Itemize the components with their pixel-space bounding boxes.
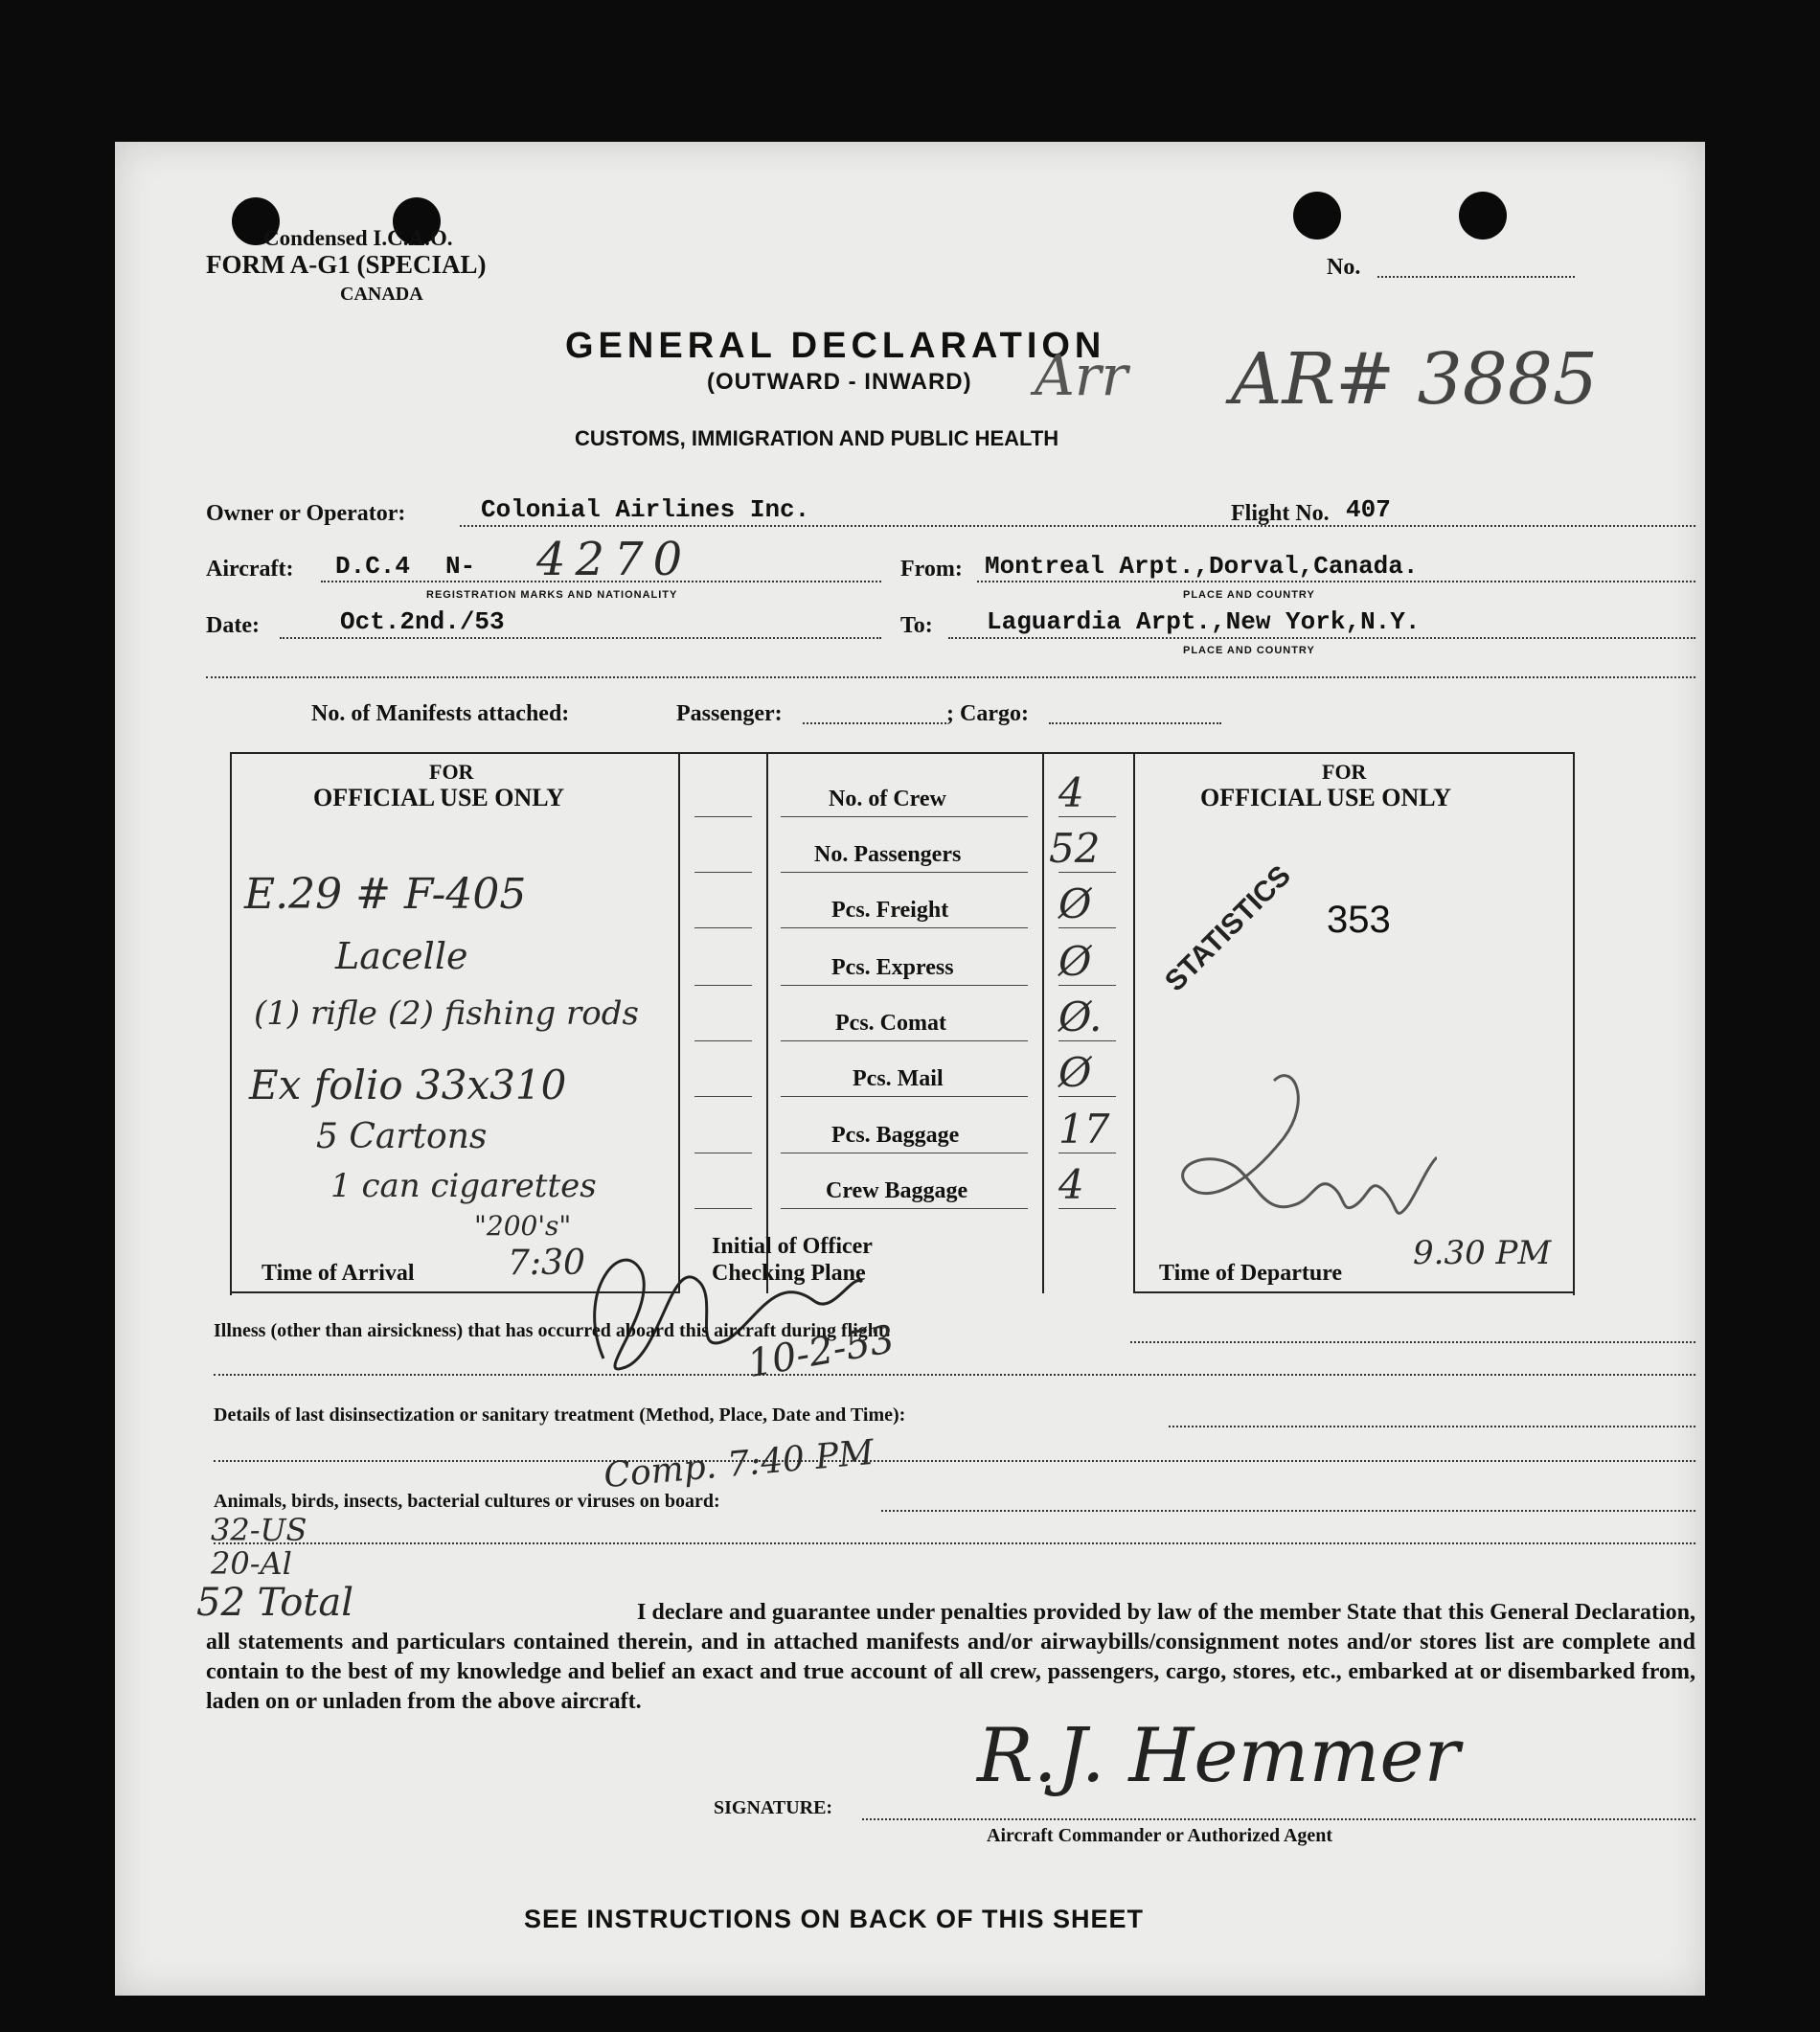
declaration-form: [115, 142, 1705, 1996]
details-line-2: [214, 1460, 1695, 1462]
manifests-label: No. of Manifests attached:: [311, 701, 570, 726]
flight-value: 407: [1346, 495, 1391, 524]
row-value: 4: [1058, 1161, 1084, 1208]
left-header1: FOR: [429, 760, 474, 784]
row-divider: [781, 816, 1028, 817]
table-divider-4: [1133, 752, 1135, 1293]
row-value: Ø: [1058, 1049, 1092, 1096]
aircraft-line: [321, 581, 881, 582]
form-line1: Condensed I.C.A.O.: [263, 226, 453, 250]
row-divider: [694, 872, 752, 873]
row-divider: [1058, 816, 1116, 817]
hand-tally1: 32-US: [211, 1512, 307, 1548]
hand-tally2: 20-Al: [211, 1545, 292, 1582]
row-divider: [781, 1096, 1028, 1097]
time-departure-value: 9.30 PM: [1413, 1234, 1552, 1272]
row-divider: [1058, 872, 1116, 873]
initial-label2: Checking Plane: [712, 1261, 866, 1286]
owner-value: Colonial Airlines Inc.: [481, 495, 810, 524]
signature-caption: Aircraft Commander or Authorized Agent: [987, 1825, 1333, 1846]
from-line: [977, 581, 1695, 582]
passenger-line: [803, 722, 946, 724]
row-divider: [781, 1040, 1028, 1041]
official-note: Ex folio 33x310: [249, 1062, 567, 1108]
row-divider: [781, 1208, 1028, 1209]
row-label: No. Passengers: [814, 842, 962, 867]
row-divider: [781, 927, 1028, 928]
row-divider: [694, 1096, 752, 1097]
animals-line: [881, 1510, 1695, 1512]
official-note: E.29 # F-405: [244, 870, 527, 919]
aircraft-label: Aircraft:: [206, 557, 294, 582]
official-note: 5 Cartons: [316, 1117, 488, 1156]
signature-hand: R.J. Hemmer: [977, 1713, 1460, 1799]
signature-line: [862, 1818, 1695, 1820]
row-divider: [694, 985, 752, 986]
no-label: No.: [1327, 255, 1361, 280]
departure-signature: [1149, 1062, 1437, 1263]
flight-line: [1341, 525, 1695, 527]
stamp-number: 353: [1327, 899, 1391, 941]
time-arrival-value: 7:30: [508, 1244, 585, 1283]
row-value: 17: [1058, 1106, 1110, 1153]
no-line: [1377, 276, 1575, 278]
illness-line-2: [214, 1374, 1695, 1376]
right-header2: OFFICIAL USE ONLY: [1200, 784, 1451, 811]
official-note: "200's": [474, 1210, 572, 1242]
hand-number: AR# 3885: [1231, 338, 1599, 421]
cargo-line: [1049, 722, 1221, 724]
aircraft-reg-prefix: N-: [445, 552, 476, 581]
table-bottom-right: [1133, 1291, 1574, 1293]
time-departure-label: Time of Departure: [1159, 1261, 1343, 1286]
declaration-text: I declare and guarantee under penalties provided by law of the member State that this General Declaration, all statements and particulars contained therein, and in attached manifests and/or airwaybills/consignment notes and/or stores list are complete and contain to the best of my knowledge and belief an exact and true account of all crew, passengers, cargo, stores, etc., embarked at or disembarked from, laden on or unladen from the above aircraft.: [206, 1600, 1695, 1714]
animals-text: Animals, birds, insects, bacterial cultures or viruses on board:: [214, 1491, 720, 1512]
row-label: Pcs. Mail: [853, 1066, 944, 1091]
row-value: Ø: [1058, 938, 1092, 985]
details-text: Details of last disinsectization or sanitary treatment (Method, Place, Date and Time):: [214, 1404, 906, 1426]
page-title: GENERAL DECLARATION: [565, 326, 1106, 366]
row-label: Crew Baggage: [826, 1178, 968, 1203]
initial-label1: Initial of Officer: [712, 1234, 873, 1259]
page-subtitle: (OUTWARD - INWARD): [707, 369, 972, 395]
date-line: [280, 637, 881, 639]
aircraft-type: D.C.4: [335, 552, 411, 581]
row-divider: [781, 872, 1028, 873]
owner-label: Owner or Operator:: [206, 501, 406, 526]
right-header1: FOR: [1322, 760, 1367, 784]
hand-scribble: Arr: [1035, 343, 1128, 408]
row-value: Ø.: [1058, 993, 1103, 1040]
to-label: To:: [900, 613, 933, 638]
from-label: From:: [900, 557, 963, 582]
form-line3: CANADA: [340, 284, 423, 305]
to-line: [948, 637, 1695, 639]
illness-line: [1130, 1341, 1695, 1343]
row-label: Pcs. Freight: [831, 898, 949, 923]
footer-instructions: SEE INSTRUCTIONS ON BACK OF THIS SHEET: [524, 1905, 1145, 1933]
time-arrival-label: Time of Arrival: [262, 1261, 415, 1286]
row-value: 52: [1049, 825, 1101, 872]
hand-tally3: 52 Total: [196, 1581, 353, 1625]
left-header2: OFFICIAL USE ONLY: [313, 784, 564, 811]
reg-caption: REGISTRATION MARKS AND NATIONALITY: [426, 589, 678, 601]
place-caption-to: PLACE AND COUNTRY: [1183, 645, 1315, 656]
row-label: Pcs. Baggage: [831, 1123, 960, 1148]
row-divider: [694, 816, 752, 817]
row-value: 4: [1058, 769, 1084, 816]
from-value: Montreal Arpt.,Dorval,Canada.: [985, 552, 1419, 581]
row-divider: [1058, 1040, 1116, 1041]
row-divider: [1058, 1096, 1116, 1097]
row-value: Ø: [1058, 880, 1092, 927]
form-line2: FORM A-G1 (SPECIAL): [206, 250, 487, 279]
row-divider: [781, 985, 1028, 986]
hand-date: 10-2-53: [744, 1316, 899, 1387]
animals-line-2: [214, 1542, 1695, 1544]
table-divider-3: [1042, 752, 1044, 1293]
statistics-stamp: STATISTICS: [1159, 859, 1297, 998]
row-divider: [1058, 985, 1116, 986]
details-line: [1169, 1426, 1695, 1427]
table-divider-2: [766, 752, 768, 1293]
table-divider-1: [678, 752, 680, 1293]
date-value: Oct.2nd./53: [340, 607, 505, 636]
official-note: 1 can cigarettes: [330, 1167, 597, 1205]
row-divider: [1058, 927, 1116, 928]
hand-comp: Comp. 7:40 PM: [602, 1432, 876, 1496]
row-label: Pcs. Comat: [835, 1011, 946, 1036]
signature-label: SIGNATURE:: [714, 1797, 833, 1818]
row-label: Pcs. Express: [831, 955, 954, 980]
flight-label: Flight No.: [1231, 501, 1330, 526]
cargo-label: ; Cargo:: [946, 701, 1029, 726]
row-divider: [694, 927, 752, 928]
date-label: Date:: [206, 613, 260, 638]
illness-text: Illness (other than airsickness) that has occurred aboard this aircraft during flight:: [214, 1320, 892, 1341]
separator-line: [206, 676, 1695, 678]
row-divider: [694, 1208, 752, 1209]
punch-hole-icon: [1293, 192, 1341, 240]
official-note: Lacelle: [335, 935, 468, 977]
punch-hole-icon: [1459, 192, 1507, 240]
place-caption-from: PLACE AND COUNTRY: [1183, 589, 1315, 601]
to-value: Laguardia Arpt.,New York,N.Y.: [987, 607, 1421, 636]
aircraft-reg-hand: 4270: [536, 533, 693, 586]
official-note: (1) rifle (2) fishing rods: [254, 994, 639, 1033]
row-divider: [1058, 1208, 1116, 1209]
passenger-label: Passenger:: [676, 701, 783, 726]
row-divider: [694, 1040, 752, 1041]
row-label: No. of Crew: [829, 787, 946, 811]
page-subtitle2: CUSTOMS, IMMIGRATION AND PUBLIC HEALTH: [575, 426, 1059, 450]
